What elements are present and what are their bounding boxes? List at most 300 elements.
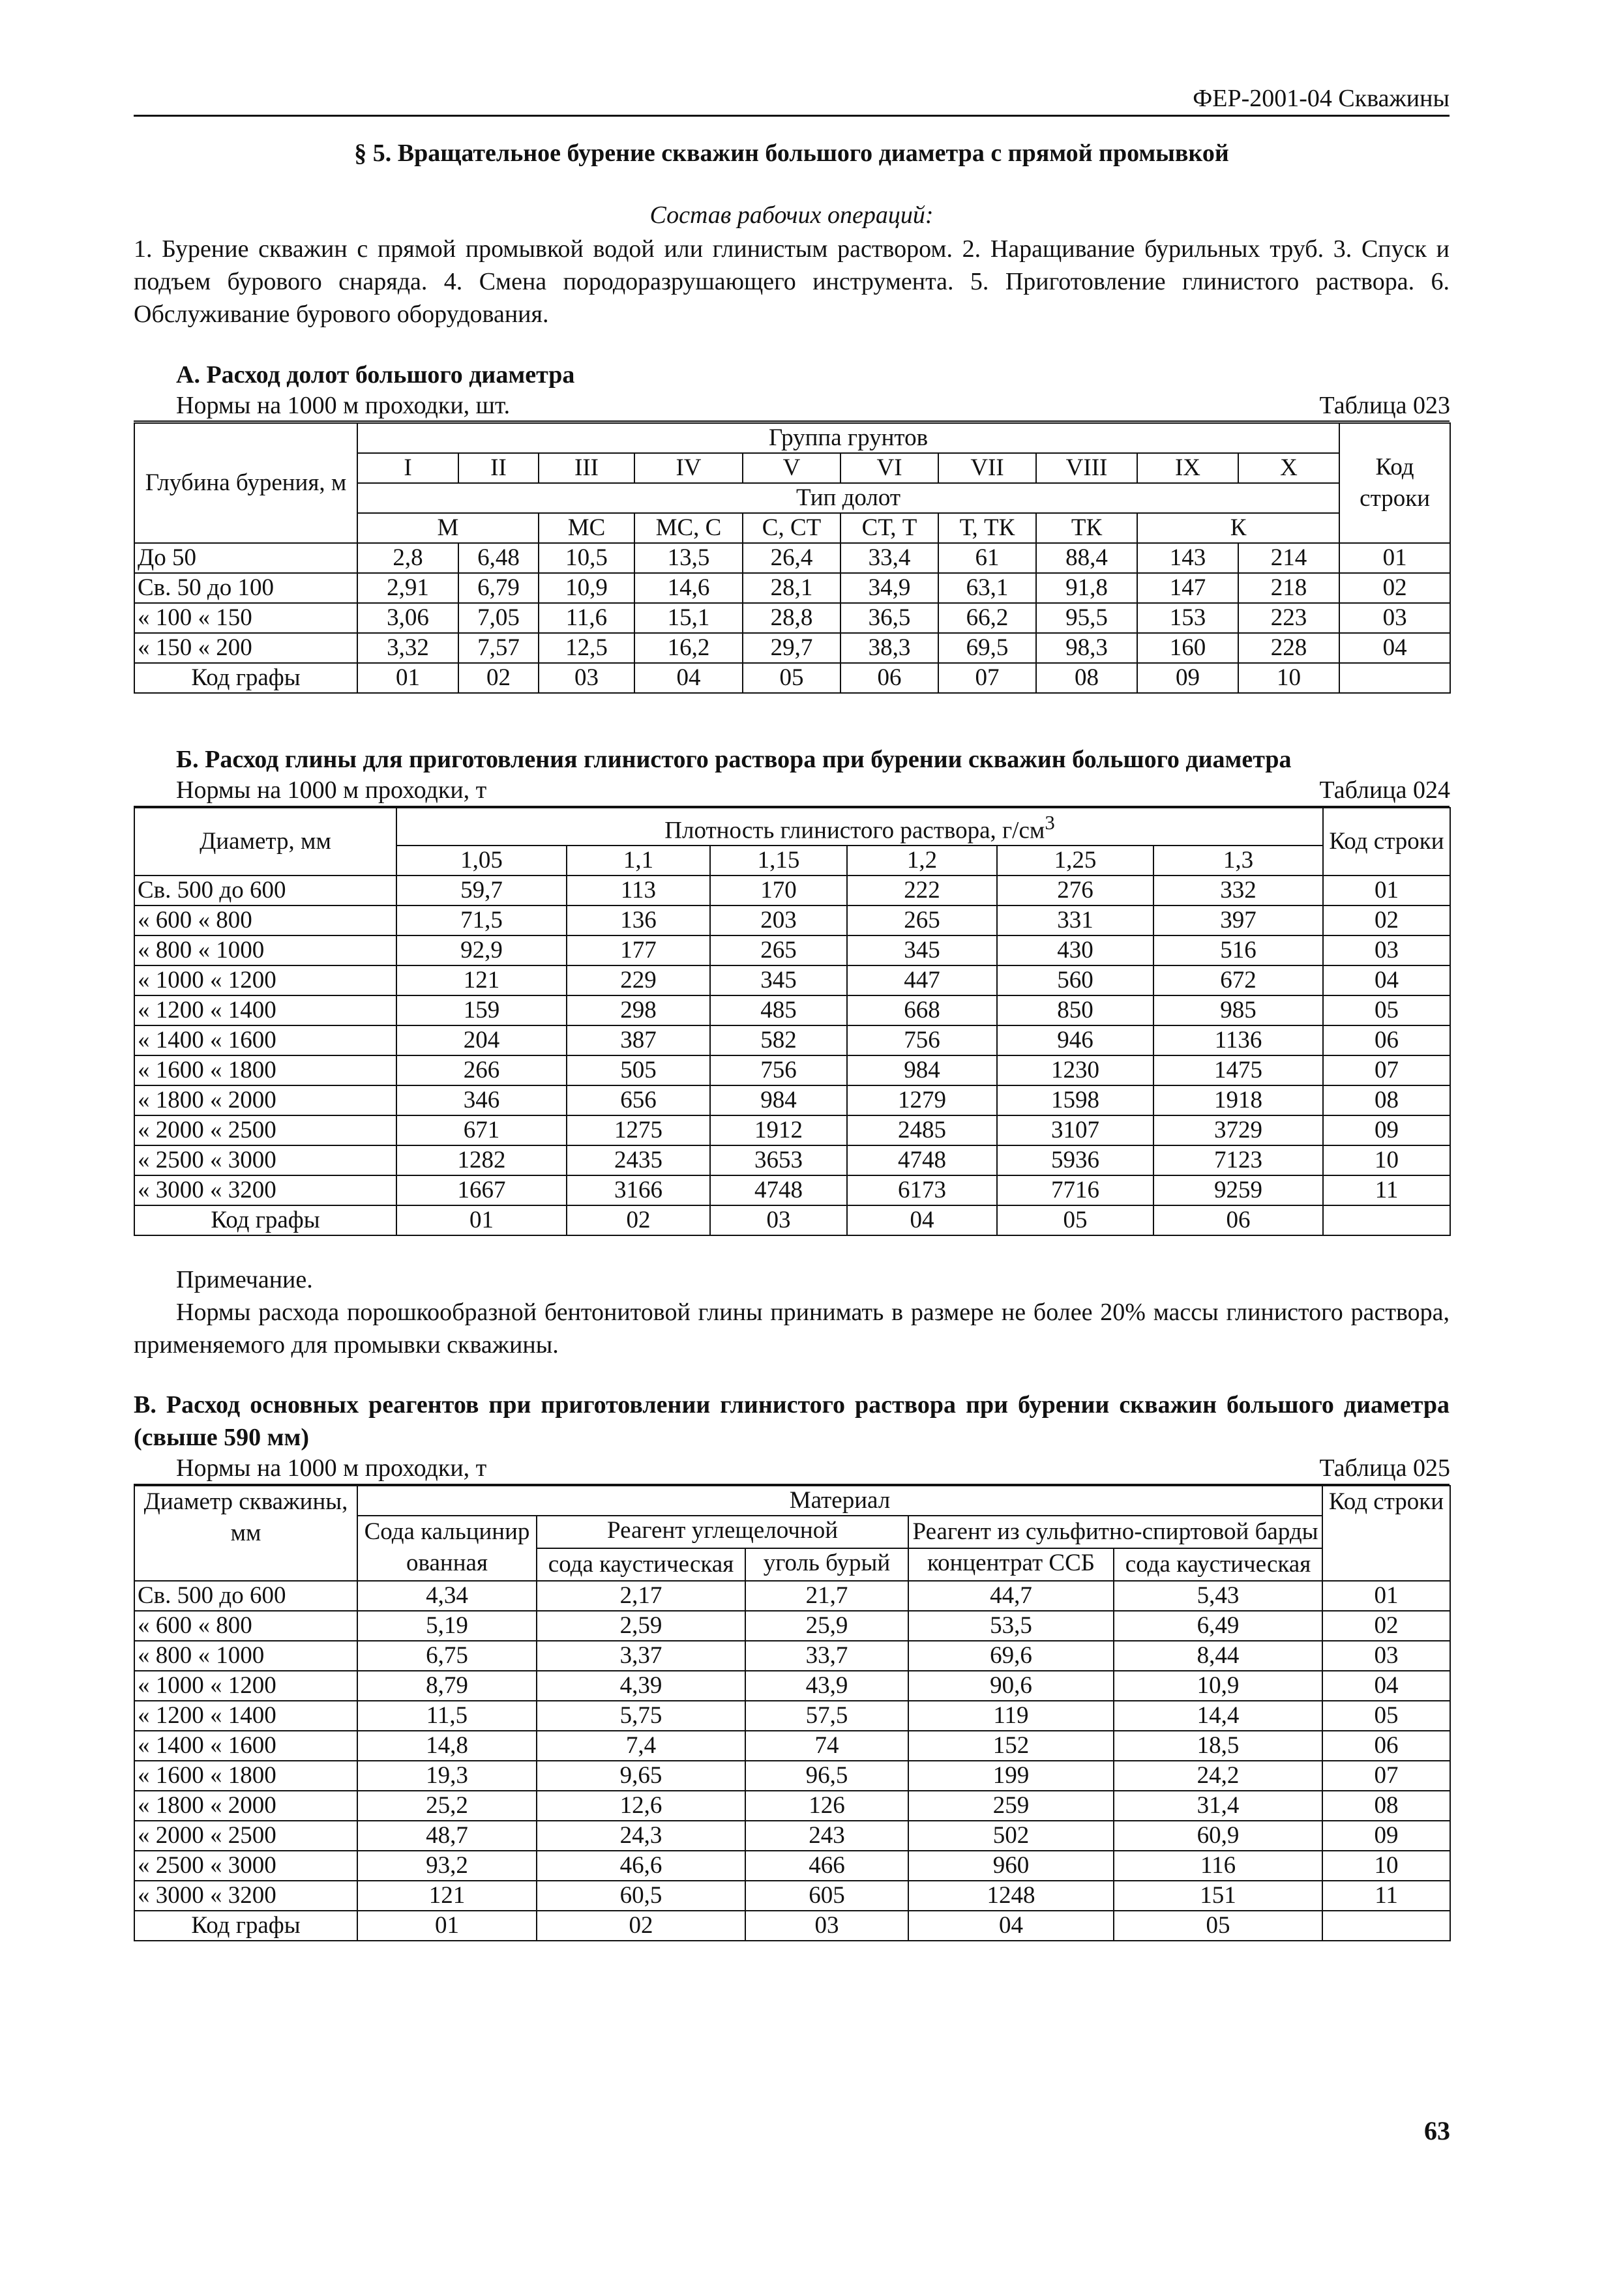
value-cell: 228	[1238, 633, 1339, 663]
row-label: « 1400 « 1600	[134, 1025, 396, 1055]
table-row	[134, 573, 1450, 603]
header-row-code: Код строки	[1322, 1486, 1450, 1581]
value-cell: 345	[710, 965, 847, 995]
value-cell: 345	[847, 935, 997, 965]
value-cell: 69,6	[908, 1641, 1114, 1671]
value-cell: 1275	[567, 1115, 710, 1145]
group-cell: I	[357, 453, 458, 483]
value-cell: 672	[1153, 965, 1323, 995]
header-borehole-diameter: Диаметр скважины, мм	[134, 1486, 357, 1581]
table-row	[134, 965, 1450, 995]
value-cell: 466	[745, 1851, 908, 1881]
value-cell: 4,39	[537, 1671, 745, 1701]
table-b-norms: Нормы на 1000 м проходки, т	[176, 776, 487, 804]
row-code: 01	[1322, 1581, 1450, 1611]
row-label: « 3000 « 3200	[134, 1175, 396, 1205]
row-label: « 1800 « 2000	[134, 1791, 357, 1821]
value-cell: 516	[1153, 935, 1323, 965]
row-label: « 1600 « 1800	[134, 1761, 357, 1791]
value-cell: 1475	[1153, 1055, 1323, 1085]
column-code: 03	[539, 663, 634, 693]
value-cell: 2,91	[357, 573, 458, 603]
value-cell: 214	[1238, 543, 1339, 573]
row-code: 09	[1323, 1115, 1450, 1145]
value-cell: 147	[1137, 573, 1238, 603]
value-cell: 7716	[997, 1175, 1153, 1205]
group-cell: VII	[938, 453, 1036, 483]
value-cell: 8,79	[357, 1671, 537, 1701]
table-row	[134, 1641, 1450, 1671]
value-cell: 170	[710, 876, 847, 905]
row-label: « 2000 « 2500	[134, 1115, 396, 1145]
value-cell: 11,5	[357, 1701, 537, 1731]
value-cell: 7,57	[458, 633, 539, 663]
group-cell: V	[743, 453, 840, 483]
row-code: 08	[1322, 1791, 1450, 1821]
table-b-label: Таблица 024	[1319, 776, 1450, 804]
table-a-body	[134, 543, 1450, 693]
row-code: 11	[1323, 1175, 1450, 1205]
column-code-label: Код графы	[134, 1911, 357, 1941]
table-a-top-rule	[134, 420, 1450, 422]
table-row	[134, 1611, 1450, 1641]
table-row	[134, 1881, 1450, 1911]
value-cell: 61	[938, 543, 1036, 573]
density-cell: 1,05	[396, 846, 567, 876]
value-cell: 4,34	[357, 1581, 537, 1611]
value-cell: 33,7	[745, 1641, 908, 1671]
value-cell: 259	[908, 1791, 1114, 1821]
value-cell: 218	[1238, 573, 1339, 603]
column-code-row	[134, 1205, 1450, 1235]
column-code: 05	[1114, 1911, 1322, 1941]
column-code: 10	[1238, 663, 1339, 693]
row-label: « 1200 « 1400	[134, 995, 396, 1025]
table-b-heading: Б. Расход глины для приготовления глинистого раствора при бурении скважин большого диаметра	[176, 746, 1292, 773]
table-row	[134, 1175, 1450, 1205]
value-cell: 756	[710, 1055, 847, 1085]
value-cell: 34,9	[840, 573, 938, 603]
running-head: ФЕР-2001-04 Скважины	[1193, 85, 1450, 112]
value-cell: 6,49	[1114, 1611, 1322, 1641]
table-row	[134, 1791, 1450, 1821]
column-code: 07	[938, 663, 1036, 693]
value-cell: 265	[847, 905, 997, 935]
value-cell: 984	[710, 1085, 847, 1115]
table-a-heading: А. Расход долот большого диаметра	[176, 361, 575, 389]
group-cell: III	[539, 453, 634, 483]
row-code: 01	[1339, 543, 1450, 573]
row-label: « 2500 « 3000	[134, 1145, 396, 1175]
value-cell: 1248	[908, 1881, 1114, 1911]
value-cell: 397	[1153, 905, 1323, 935]
value-cell: 1136	[1153, 1025, 1323, 1055]
value-cell: 12,6	[537, 1791, 745, 1821]
value-cell: 8,44	[1114, 1641, 1322, 1671]
table-row	[134, 1085, 1450, 1115]
row-label: « 600 « 800	[134, 1611, 357, 1641]
table-row	[134, 905, 1450, 935]
value-cell: 605	[745, 1881, 908, 1911]
header-caustic-soda: сода каустическая	[537, 1548, 745, 1581]
value-cell: 12,5	[539, 633, 634, 663]
value-cell: 152	[908, 1731, 1114, 1761]
value-cell: 14,8	[357, 1731, 537, 1761]
value-cell: 1598	[997, 1085, 1153, 1115]
value-cell: 160	[1137, 633, 1238, 663]
group-cell: VIII	[1036, 453, 1137, 483]
row-code: 11	[1322, 1881, 1450, 1911]
value-cell: 199	[908, 1761, 1114, 1791]
value-cell: 9259	[1153, 1175, 1323, 1205]
table-row	[134, 1821, 1450, 1851]
row-code: 01	[1323, 876, 1450, 905]
value-cell: 668	[847, 995, 997, 1025]
row-code: 04	[1322, 1671, 1450, 1701]
table-row	[134, 1671, 1450, 1701]
row-label: « 1600 « 1800	[134, 1055, 396, 1085]
value-cell: 25,2	[357, 1791, 537, 1821]
row-code: 03	[1322, 1641, 1450, 1671]
value-cell: 2,8	[357, 543, 458, 573]
column-code: 01	[396, 1205, 567, 1235]
table-row	[134, 1115, 1450, 1145]
value-cell: 19,3	[357, 1761, 537, 1791]
value-cell: 46,6	[537, 1851, 745, 1881]
row-label: « 800 « 1000	[134, 935, 396, 965]
value-cell: 6173	[847, 1175, 997, 1205]
value-cell: 5,75	[537, 1701, 745, 1731]
value-cell: 1279	[847, 1085, 997, 1115]
row-code: 03	[1339, 603, 1450, 633]
header-row-code: Код строки	[1339, 423, 1450, 543]
value-cell: 14,6	[634, 573, 743, 603]
table-c-label: Таблица 025	[1319, 1454, 1450, 1482]
row-code: 06	[1323, 1025, 1450, 1055]
empty-cell	[1339, 663, 1450, 693]
value-cell: 59,7	[396, 876, 567, 905]
value-cell: 203	[710, 905, 847, 935]
value-cell: 7,05	[458, 603, 539, 633]
value-cell: 15,1	[634, 603, 743, 633]
value-cell: 3166	[567, 1175, 710, 1205]
table-row	[134, 543, 1450, 573]
table-row	[134, 876, 1450, 905]
header-brown-coal: уголь бурый	[745, 1548, 908, 1581]
value-cell: 48,7	[357, 1821, 537, 1851]
value-cell: 21,7	[745, 1581, 908, 1611]
column-code-label: Код графы	[134, 663, 357, 693]
value-cell: 4748	[710, 1175, 847, 1205]
column-code: 06	[840, 663, 938, 693]
value-cell: 53,5	[908, 1611, 1114, 1641]
type-cell: К	[1137, 513, 1339, 543]
value-cell: 18,5	[1114, 1731, 1322, 1761]
row-code: 03	[1323, 935, 1450, 965]
value-cell: 3,37	[537, 1641, 745, 1671]
value-cell: 671	[396, 1115, 567, 1145]
value-cell: 5936	[997, 1145, 1153, 1175]
row-code: 04	[1323, 965, 1450, 995]
value-cell: 11,6	[539, 603, 634, 633]
row-label: « 2500 « 3000	[134, 1851, 357, 1881]
value-cell: 984	[847, 1055, 997, 1085]
table-row	[134, 1581, 1450, 1611]
density-cell: 1,25	[997, 846, 1153, 876]
row-label: « 2000 « 2500	[134, 1821, 357, 1851]
value-cell: 204	[396, 1025, 567, 1055]
column-code: 01	[357, 663, 458, 693]
value-cell: 266	[396, 1055, 567, 1085]
value-cell: 116	[1114, 1851, 1322, 1881]
value-cell: 6,75	[357, 1641, 537, 1671]
density-cell: 1,15	[710, 846, 847, 876]
value-cell: 1912	[710, 1115, 847, 1145]
value-cell: 1282	[396, 1145, 567, 1175]
value-cell: 5,19	[357, 1611, 537, 1641]
value-cell: 502	[908, 1821, 1114, 1851]
value-cell: 4748	[847, 1145, 997, 1175]
value-cell: 24,3	[537, 1821, 745, 1851]
table-c	[134, 1485, 1451, 1941]
value-cell: 387	[567, 1025, 710, 1055]
row-label: Св. 50 до 100	[134, 573, 357, 603]
column-code: 01	[357, 1911, 537, 1941]
header-bit-type: Тип долот	[357, 483, 1339, 513]
empty-cell	[1323, 1205, 1450, 1235]
column-code: 04	[908, 1911, 1114, 1941]
column-code: 02	[567, 1205, 710, 1235]
value-cell: 60,9	[1114, 1821, 1322, 1851]
value-cell: 113	[567, 876, 710, 905]
row-label: « 100 « 150	[134, 603, 357, 633]
value-cell: 223	[1238, 603, 1339, 633]
value-cell: 3,06	[357, 603, 458, 633]
value-cell: 582	[710, 1025, 847, 1055]
value-cell: 2,17	[537, 1581, 745, 1611]
value-cell: 560	[997, 965, 1153, 995]
value-cell: 2435	[567, 1145, 710, 1175]
density-cell: 1,3	[1153, 846, 1323, 876]
value-cell: 69,5	[938, 633, 1036, 663]
group-cell: II	[458, 453, 539, 483]
row-label: Св. 500 до 600	[134, 1581, 357, 1611]
value-cell: 222	[847, 876, 997, 905]
header-rule	[134, 115, 1450, 117]
row-code: 06	[1322, 1731, 1450, 1761]
value-cell: 3107	[997, 1115, 1153, 1145]
value-cell: 229	[567, 965, 710, 995]
value-cell: 331	[997, 905, 1153, 935]
value-cell: 10,9	[1114, 1671, 1322, 1701]
table-a-label: Таблица 023	[1319, 392, 1450, 419]
row-label: Св. 500 до 600	[134, 876, 396, 905]
section-title: § 5. Вращательное бурение скважин большого диаметра с прямой промывкой	[354, 140, 1229, 167]
row-label: « 3000 « 3200	[134, 1881, 357, 1911]
value-cell: 9,65	[537, 1761, 745, 1791]
row-label: До 50	[134, 543, 357, 573]
group-cell: IV	[634, 453, 743, 483]
table-row	[134, 1731, 1450, 1761]
table-row	[134, 603, 1450, 633]
value-cell: 93,2	[357, 1851, 537, 1881]
value-cell: 36,5	[840, 603, 938, 633]
density-cell: 1,1	[567, 846, 710, 876]
operations-text: 1. Бурение скважин с прямой промывкой водой или глинистым раствором. 2. Наращивание бурильных труб. 3. Спуск и подъем бурового снаряда. 4. Смена породоразрушающего инструмента. 5. Приготовление глинистого раствора. 6. Обслуживание бурового оборудования.	[134, 235, 1450, 328]
row-code: 05	[1323, 995, 1450, 1025]
value-cell: 71,5	[396, 905, 567, 935]
value-cell: 98,3	[1036, 633, 1137, 663]
table-row	[134, 1761, 1450, 1791]
empty-cell	[1322, 1911, 1450, 1941]
table-b-body	[134, 876, 1450, 1235]
row-label: « 1400 « 1600	[134, 1731, 357, 1761]
table-row	[134, 1055, 1450, 1085]
value-cell: 1667	[396, 1175, 567, 1205]
table-row	[134, 1701, 1450, 1731]
value-cell: 177	[567, 935, 710, 965]
column-code: 02	[537, 1911, 745, 1941]
row-code: 10	[1323, 1145, 1450, 1175]
column-code: 08	[1036, 663, 1137, 693]
value-cell: 243	[745, 1821, 908, 1851]
header-material: Материал	[357, 1486, 1322, 1516]
row-code: 08	[1323, 1085, 1450, 1115]
column-code: 06	[1153, 1205, 1323, 1235]
value-cell: 3729	[1153, 1115, 1323, 1145]
value-cell: 33,4	[840, 543, 938, 573]
value-cell: 3653	[710, 1145, 847, 1175]
table-c-body	[134, 1581, 1450, 1941]
value-cell: 74	[745, 1731, 908, 1761]
value-cell: 447	[847, 965, 997, 995]
group-cell: IX	[1137, 453, 1238, 483]
value-cell: 6,48	[458, 543, 539, 573]
value-cell: 14,4	[1114, 1701, 1322, 1731]
value-cell: 26,4	[743, 543, 840, 573]
value-cell: 38,3	[840, 633, 938, 663]
value-cell: 7,4	[537, 1731, 745, 1761]
table-row	[134, 935, 1450, 965]
value-cell: 985	[1153, 995, 1323, 1025]
value-cell: 43,9	[745, 1671, 908, 1701]
header-reagent-coal-alkali: Реагент углещелочной	[537, 1516, 908, 1548]
value-cell: 485	[710, 995, 847, 1025]
column-code: 05	[743, 663, 840, 693]
value-cell: 6,79	[458, 573, 539, 603]
value-cell: 10,9	[539, 573, 634, 603]
column-code: 03	[710, 1205, 847, 1235]
row-label: « 1000 « 1200	[134, 1671, 357, 1701]
type-cell: МС	[539, 513, 634, 543]
value-cell: 850	[997, 995, 1153, 1025]
page-number: 63	[1424, 2116, 1450, 2145]
note-title: Примечание.	[176, 1266, 313, 1293]
value-cell: 151	[1114, 1881, 1322, 1911]
row-code: 02	[1322, 1611, 1450, 1641]
row-code: 04	[1339, 633, 1450, 663]
value-cell: 92,9	[396, 935, 567, 965]
header-density-superscript: 3	[1045, 812, 1055, 834]
column-code: 04	[634, 663, 743, 693]
value-cell: 1230	[997, 1055, 1153, 1085]
header-depth: Глубина бурения, м	[134, 423, 357, 543]
row-label: « 800 « 1000	[134, 1641, 357, 1671]
header-diameter: Диаметр, мм	[134, 808, 396, 876]
density-cell: 1,2	[847, 846, 997, 876]
type-cell: МС, С	[634, 513, 743, 543]
value-cell: 656	[567, 1085, 710, 1115]
table-b	[134, 807, 1451, 1236]
operations-title: Состав рабочих операций:	[649, 201, 934, 229]
value-cell: 57,5	[745, 1701, 908, 1731]
value-cell: 121	[396, 965, 567, 995]
table-c-heading: В. Расход основных реагентов при приготовлении глинистого раствора при бурении скважин большого диаметра (свыше 590 мм)	[134, 1391, 1450, 1451]
table-row	[134, 1025, 1450, 1055]
value-cell: 13,5	[634, 543, 743, 573]
table-row	[134, 1145, 1450, 1175]
group-cell: VI	[840, 453, 938, 483]
column-code: 09	[1137, 663, 1238, 693]
row-code: 05	[1322, 1701, 1450, 1731]
row-code: 10	[1322, 1851, 1450, 1881]
value-cell: 16,2	[634, 633, 743, 663]
value-cell: 756	[847, 1025, 997, 1055]
value-cell: 430	[997, 935, 1153, 965]
type-cell: М	[357, 513, 539, 543]
value-cell: 136	[567, 905, 710, 935]
table-row	[134, 995, 1450, 1025]
group-cell: X	[1238, 453, 1339, 483]
value-cell: 5,43	[1114, 1581, 1322, 1611]
header-row-code: Код строки	[1323, 808, 1450, 876]
row-code: 07	[1323, 1055, 1450, 1085]
row-label: « 1200 « 1400	[134, 1701, 357, 1731]
row-code: 09	[1322, 1821, 1450, 1851]
value-cell: 153	[1137, 603, 1238, 633]
row-code: 02	[1339, 573, 1450, 603]
column-code: 04	[847, 1205, 997, 1235]
value-cell: 346	[396, 1085, 567, 1115]
value-cell: 66,2	[938, 603, 1036, 633]
value-cell: 159	[396, 995, 567, 1025]
table-a-norms: Нормы на 1000 м проходки, шт.	[176, 392, 511, 419]
value-cell: 121	[357, 1881, 537, 1911]
value-cell: 44,7	[908, 1581, 1114, 1611]
value-cell: 28,8	[743, 603, 840, 633]
value-cell: 88,4	[1036, 543, 1137, 573]
header-density-text: Плотность глинистого раствора, г/см	[664, 817, 1045, 844]
column-code: 02	[458, 663, 539, 693]
value-cell: 276	[997, 876, 1153, 905]
value-cell: 143	[1137, 543, 1238, 573]
table-a	[134, 422, 1451, 694]
header-density	[396, 808, 1323, 846]
value-cell: 10,5	[539, 543, 634, 573]
row-label: « 1000 « 1200	[134, 965, 396, 995]
column-code-row	[134, 1911, 1450, 1941]
value-cell: 3,32	[357, 633, 458, 663]
type-cell: Т, ТК	[938, 513, 1036, 543]
table-c-norms: Нормы на 1000 м проходки, т	[176, 1454, 487, 1482]
value-cell: 28,1	[743, 573, 840, 603]
note-text: Нормы расхода порошкообразной бентонитовой глины принимать в размере не более 20% массы глинистого раствора, применяемого для промывки скважины.	[134, 1299, 1450, 1359]
type-cell: С, СТ	[743, 513, 840, 543]
row-code: 07	[1322, 1761, 1450, 1791]
value-cell: 126	[745, 1791, 908, 1821]
value-cell: 24,2	[1114, 1761, 1322, 1791]
row-code: 02	[1323, 905, 1450, 935]
